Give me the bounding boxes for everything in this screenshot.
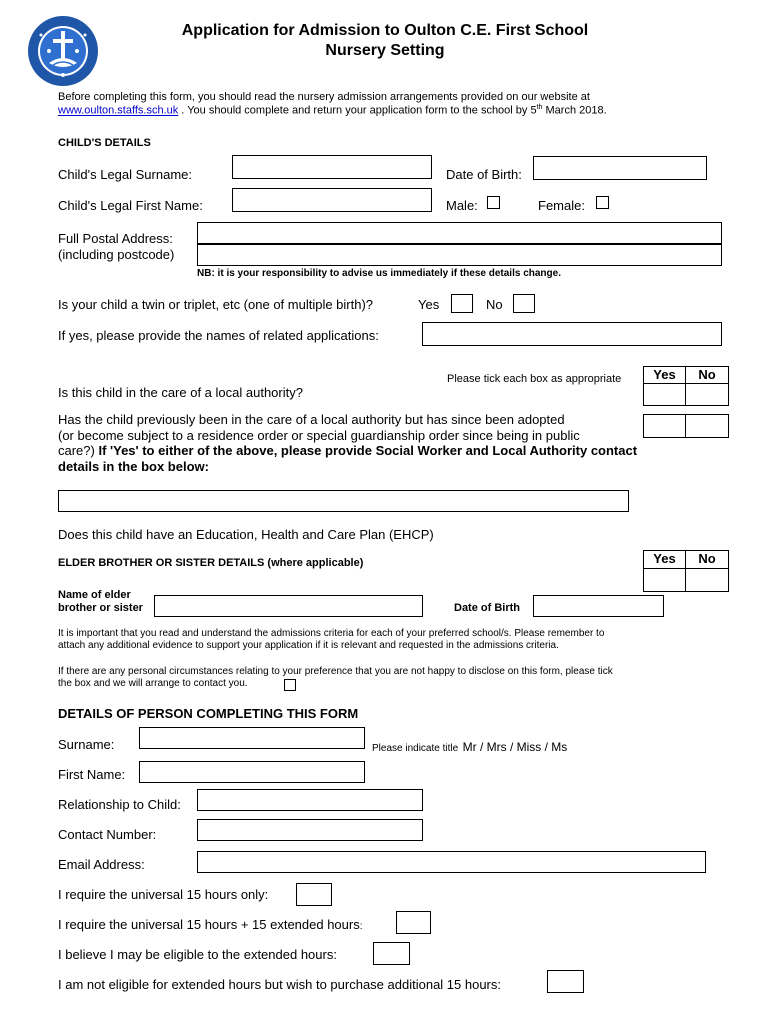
ehcp-question: Does this child have an Education, Health and Care Plan (EHCP) bbox=[58, 527, 434, 542]
care-yes-header: Yes bbox=[644, 367, 686, 384]
social-worker-details-field[interactable] bbox=[58, 490, 629, 512]
contact-number-label: Contact Number: bbox=[58, 827, 157, 842]
related-applications-label: If yes, please provide the names of related applications: bbox=[58, 328, 379, 343]
sibling-heading: ELDER BROTHER OR SISTER DETAILS (where applicable) bbox=[58, 557, 364, 569]
care-no-cell[interactable] bbox=[686, 384, 728, 405]
school-logo bbox=[27, 15, 99, 87]
eligible-hours-checkbox[interactable] bbox=[373, 942, 410, 965]
ehcp-yes-header: Yes bbox=[644, 551, 686, 569]
relationship-field[interactable] bbox=[197, 789, 423, 811]
extended-hours-label: I require the universal 15 hours + 15 extended hours: bbox=[58, 917, 363, 932]
female-label: Female: bbox=[538, 198, 585, 213]
adopted-yes-no-grid bbox=[643, 414, 729, 438]
child-first-name-field[interactable] bbox=[232, 188, 432, 212]
tick-note: Please tick each box as appropriate bbox=[447, 373, 622, 385]
contact-number-field[interactable] bbox=[197, 819, 423, 841]
form-subtitle: Nursery Setting bbox=[325, 42, 445, 59]
sibling-name-label-sub: brother or sister bbox=[58, 602, 143, 614]
address-field-line2[interactable] bbox=[197, 244, 722, 266]
twin-no-label: No bbox=[486, 297, 503, 312]
sibling-dob-field[interactable] bbox=[533, 595, 664, 617]
important-note-line2: attach any additional evidence to support your application if it is relevant and requested in the admissions criteria. bbox=[58, 640, 559, 651]
childs-details-heading: CHILD'S DETAILS bbox=[58, 137, 151, 149]
universal-hours-checkbox[interactable] bbox=[296, 883, 332, 906]
twin-no-checkbox[interactable] bbox=[513, 294, 535, 313]
address-label: Full Postal Address: bbox=[58, 231, 173, 246]
eligible-hours-label: I believe I may be eligible to the extended hours: bbox=[58, 947, 337, 962]
title-options[interactable]: Mr / Mrs / Miss / Ms bbox=[462, 740, 568, 754]
male-label: Male: bbox=[446, 198, 478, 213]
person-surname-field[interactable] bbox=[139, 727, 365, 749]
twin-yes-label: Yes bbox=[418, 297, 440, 312]
sibling-name-label: Name of elder bbox=[58, 589, 131, 601]
relationship-label: Relationship to Child: bbox=[58, 797, 181, 812]
related-applications-field[interactable] bbox=[422, 322, 722, 346]
person-heading: DETAILS OF PERSON COMPLETING THIS FORM bbox=[58, 706, 359, 721]
adopted-question-line2: (or become subject to a residence order or special guardianship order since being in public bbox=[58, 428, 580, 443]
care-question: Is this child in the care of a local authority? bbox=[58, 385, 303, 400]
ehcp-no-cell[interactable] bbox=[686, 569, 728, 591]
address-field-line1[interactable] bbox=[197, 222, 722, 244]
care-yes-no-grid bbox=[643, 366, 729, 406]
child-dob-field[interactable] bbox=[533, 156, 707, 180]
title-hint: Please indicate title Mr / Mrs / Miss / Ms bbox=[372, 740, 568, 754]
sibling-name-field[interactable] bbox=[154, 595, 423, 617]
male-checkbox[interactable] bbox=[487, 196, 500, 209]
universal-hours-label: I require the universal 15 hours only: bbox=[58, 887, 269, 902]
adopted-no-cell[interactable] bbox=[686, 415, 728, 437]
important-note-line1: It is important that you read and understand the admissions criteria for each of your preferred school/s. Please remember to bbox=[58, 628, 605, 639]
personal-note-line2: the box and we will arrange to contact you. bbox=[58, 678, 248, 689]
ehcp-yes-cell[interactable] bbox=[644, 569, 686, 591]
ehcp-no-header: No bbox=[686, 551, 728, 569]
care-no-header: No bbox=[686, 367, 728, 384]
ehcp-yes-no-grid bbox=[643, 550, 729, 592]
email-field[interactable] bbox=[197, 851, 706, 873]
person-first-name-field[interactable] bbox=[139, 761, 365, 783]
form-title: Application for Admission to Oulton C.E. First School bbox=[181, 22, 589, 39]
address-nb-note: NB: it is your responsibility to advise us immediately if these details change. bbox=[197, 268, 561, 279]
sibling-dob-label: Date of Birth bbox=[454, 602, 520, 614]
email-label: Email Address: bbox=[58, 857, 145, 872]
intro-text-line1: Before completing this form, you should read the nursery admission arrangements provided on our website at bbox=[58, 91, 590, 103]
twin-yes-checkbox[interactable] bbox=[451, 294, 473, 313]
adopted-yes-cell[interactable] bbox=[644, 415, 686, 437]
extended-hours-checkbox[interactable] bbox=[396, 911, 431, 934]
care-yes-cell[interactable] bbox=[644, 384, 686, 405]
purchase-hours-label: I am not eligible for extended hours but wish to purchase additional 15 hours: bbox=[58, 977, 501, 992]
personal-circumstances-checkbox[interactable] bbox=[284, 679, 296, 691]
child-dob-label: Date of Birth: bbox=[446, 167, 522, 182]
child-surname-label: Child's Legal Surname: bbox=[58, 167, 192, 182]
person-first-name-label: First Name: bbox=[58, 767, 126, 782]
purchase-hours-checkbox[interactable] bbox=[547, 970, 584, 993]
adopted-question-line3: care?) If 'Yes' to either of the above, please provide Social Worker and Local Authority contact bbox=[58, 443, 638, 458]
child-first-name-label: Child's Legal First Name: bbox=[58, 198, 203, 213]
intro-text-line2: www.oulton.staffs.sch.uk . You should complete and return your application form to the school by 5th March 2018. bbox=[58, 104, 607, 117]
website-link[interactable]: www.oulton.staffs.sch.uk bbox=[58, 104, 179, 117]
twin-question: Is your child a twin or triplet, etc (one of multiple birth)? bbox=[58, 297, 374, 312]
person-surname-label: Surname: bbox=[58, 737, 115, 752]
adopted-question-line1: Has the child previously been in the care of a local authority but has since been adopted bbox=[58, 412, 565, 427]
personal-note-line1: If there are any personal circumstances relating to your preference that you are not happy to disclose on this form, please tick bbox=[58, 666, 613, 677]
female-checkbox[interactable] bbox=[596, 196, 609, 209]
adopted-question-line4: details in the box below: bbox=[58, 459, 209, 474]
address-label-sub: (including postcode) bbox=[58, 247, 175, 262]
child-surname-field[interactable] bbox=[232, 155, 432, 179]
